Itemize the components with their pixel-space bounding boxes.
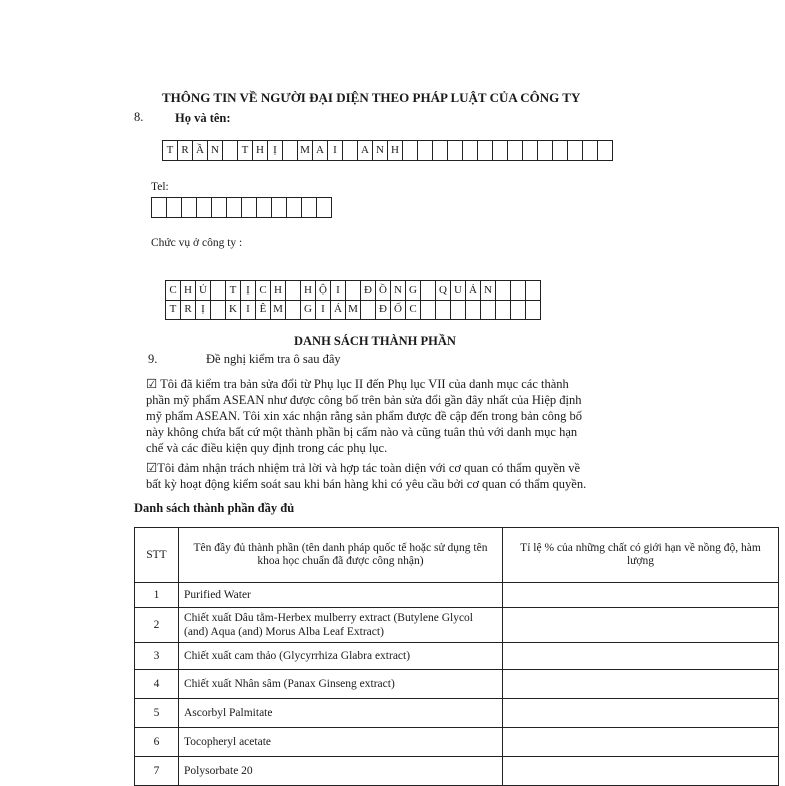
letter-box[interactable]: M — [346, 300, 361, 320]
row-pct[interactable] — [503, 583, 779, 608]
letter-box[interactable] — [317, 198, 332, 218]
letter-box[interactable] — [421, 281, 436, 301]
header-name: Tên đầy đủ thành phần (tên danh pháp quốc tế hoặc sử dụng tên khoa học chuẩn đã được công nhận) — [179, 528, 503, 583]
section-9-instruction: Đề nghị kiểm tra ô sau đây — [206, 352, 341, 366]
row-name: Purified Water — [179, 583, 503, 608]
letter-box[interactable] — [211, 281, 226, 301]
letter-box[interactable] — [212, 198, 227, 218]
letter-box[interactable] — [211, 300, 226, 320]
letter-box[interactable] — [272, 198, 287, 218]
letter-box[interactable]: A — [358, 141, 373, 161]
row-pct[interactable] — [503, 757, 779, 786]
letter-box[interactable] — [403, 141, 418, 161]
letter-box[interactable]: G — [301, 300, 316, 320]
letter-box[interactable] — [152, 198, 167, 218]
letter-box[interactable] — [287, 198, 302, 218]
row-name: Chiết xuất cam thảo (Glycyrrhiza Glabra extract) — [179, 643, 503, 670]
row-name: Chiết xuất Nhân sâm (Panax Ginseng extract) — [179, 670, 503, 699]
letter-box[interactable] — [283, 141, 298, 161]
letter-box[interactable]: R — [178, 141, 193, 161]
letter-box[interactable]: H — [181, 281, 196, 301]
letter-box[interactable] — [433, 141, 448, 161]
letter-box[interactable]: Ả — [466, 281, 481, 301]
section-9-number: 9. — [148, 352, 158, 366]
letter-box[interactable] — [493, 141, 508, 161]
letter-box[interactable]: Ố — [391, 300, 406, 320]
section-8-header: THÔNG TIN VỀ NGƯỜI ĐẠI DIỆN THEO PHÁP LUẬT CỦA CÔNG TY — [162, 90, 581, 105]
letter-box[interactable] — [418, 141, 433, 161]
paragraph-2-line: bất kỳ hoạt động kiểm soát sau khi bán hàng khi có yêu cầu bởi cơ quan có thẩm quyền. — [146, 477, 587, 491]
row-pct[interactable] — [503, 670, 779, 699]
tel-label: Tel: — [151, 181, 169, 193]
row-pct[interactable] — [503, 643, 779, 670]
letter-box[interactable] — [583, 141, 598, 161]
letter-box[interactable]: T — [166, 300, 181, 320]
letter-box[interactable]: T — [238, 141, 253, 161]
table-header-row — [135, 528, 779, 583]
letter-box[interactable]: M — [298, 141, 313, 161]
letter-box[interactable] — [496, 300, 511, 320]
position-boxes-row-1[interactable] — [165, 280, 541, 301]
section-8-number: 8. — [134, 110, 144, 124]
full-list-title: Danh sách thành phần đầy đủ — [134, 501, 295, 515]
letter-box[interactable] — [197, 198, 212, 218]
checkbox-paragraph-2[interactable] — [146, 460, 586, 492]
row-stt: 4 — [135, 670, 179, 699]
letter-box[interactable]: C — [406, 300, 421, 320]
letter-box[interactable] — [436, 300, 451, 320]
letter-box[interactable]: Ộ — [316, 281, 331, 301]
section-9-title: DANH SÁCH THÀNH PHẦN — [294, 334, 456, 348]
letter-box[interactable]: R — [181, 300, 196, 320]
name-label: Họ và tên: — [175, 111, 231, 125]
letter-box[interactable] — [286, 281, 301, 301]
letter-box[interactable]: Á — [331, 300, 346, 320]
table-row — [135, 757, 779, 786]
name-boxes[interactable] — [162, 140, 613, 161]
position-label: Chức vụ ở công ty : — [151, 237, 243, 249]
letter-box[interactable]: Ị — [268, 141, 283, 161]
letter-box[interactable] — [481, 300, 496, 320]
letter-box[interactable] — [598, 141, 613, 161]
letter-box[interactable]: Ồ — [376, 281, 391, 301]
letter-box[interactable] — [496, 281, 511, 301]
row-name: Polysorbate 20 — [179, 757, 503, 786]
paragraph-1-line: ☑ Tôi đã kiểm tra bản sửa đổi từ Phụ lục II đến Phụ lục VII của danh mục các thành — [146, 377, 569, 391]
letter-box[interactable]: I — [328, 141, 343, 161]
letter-box[interactable] — [257, 198, 272, 218]
paragraph-2-line: ☑Tôi đảm nhận trách nhiệm trả lời và hợp tác toàn diện với cơ quan có thẩm quyền về — [146, 461, 581, 475]
letter-box[interactable]: Ầ — [193, 141, 208, 161]
letter-box[interactable]: Đ — [376, 300, 391, 320]
letter-box[interactable]: I — [316, 300, 331, 320]
letter-box[interactable]: T — [226, 281, 241, 301]
letter-box[interactable] — [421, 300, 436, 320]
ingredients-table — [134, 527, 779, 786]
letter-box[interactable]: H — [301, 281, 316, 301]
letter-box[interactable]: Q — [436, 281, 451, 301]
letter-box[interactable]: Đ — [361, 281, 376, 301]
letter-box[interactable] — [223, 141, 238, 161]
letter-box[interactable]: A — [313, 141, 328, 161]
letter-box[interactable] — [508, 141, 523, 161]
table-row — [135, 583, 779, 608]
paragraph-1-line: mỹ phẩm ASEAN. Tôi xin xác nhận rằng sản phẩm được đề cập đến trong bản công bố — [146, 409, 582, 423]
letter-box[interactable]: I — [331, 281, 346, 301]
letter-box[interactable]: M — [271, 300, 286, 320]
row-name: Ascorbyl Palmitate — [179, 699, 503, 728]
table-row — [135, 643, 779, 670]
letter-box[interactable]: N — [208, 141, 223, 161]
letter-box[interactable] — [511, 300, 526, 320]
letter-box[interactable] — [182, 198, 197, 218]
header-pct: Tỉ lệ % của những chất có giới hạn về nồng độ, hàm lượng — [503, 528, 779, 583]
letter-box[interactable] — [568, 141, 583, 161]
row-stt: 5 — [135, 699, 179, 728]
letter-box[interactable] — [286, 300, 301, 320]
letter-box[interactable]: Ị — [241, 281, 256, 301]
row-pct[interactable] — [503, 608, 779, 643]
row-stt: 6 — [135, 728, 179, 757]
letter-box[interactable] — [526, 300, 541, 320]
letter-box[interactable]: T — [163, 141, 178, 161]
letter-box[interactable] — [523, 141, 538, 161]
letter-box[interactable] — [343, 141, 358, 161]
letter-box[interactable]: H — [253, 141, 268, 161]
position-boxes-row-2[interactable] — [165, 300, 541, 320]
letter-box[interactable] — [466, 300, 481, 320]
table-row — [135, 608, 779, 643]
paragraph-1-line: chế và các điều kiện quy định trong các phụ lục. — [146, 441, 388, 455]
letter-box[interactable]: I — [241, 300, 256, 320]
row-stt: 1 — [135, 583, 179, 608]
row-stt: 7 — [135, 757, 179, 786]
letter-box[interactable] — [526, 281, 541, 301]
letter-box[interactable] — [511, 281, 526, 301]
letter-box[interactable] — [478, 141, 493, 161]
letter-box[interactable] — [553, 141, 568, 161]
letter-box[interactable] — [167, 198, 182, 218]
row-name: Chiết xuất Dâu tằm-Herbex mulberry extract (Butylene Glycol (and) Aqua (and) Morus Alba Leaf Extract) — [179, 608, 503, 643]
letter-box[interactable] — [538, 141, 553, 161]
letter-box[interactable] — [242, 198, 257, 218]
letter-box[interactable]: K — [226, 300, 241, 320]
row-stt: 3 — [135, 643, 179, 670]
row-pct[interactable] — [503, 699, 779, 728]
letter-box[interactable]: U — [451, 281, 466, 301]
letter-box[interactable]: G — [406, 281, 421, 301]
letter-box[interactable] — [346, 281, 361, 301]
row-name: Tocopheryl acetate — [179, 728, 503, 757]
letter-box[interactable] — [448, 141, 463, 161]
letter-box[interactable] — [451, 300, 466, 320]
letter-box[interactable]: H — [271, 281, 286, 301]
letter-box[interactable]: C — [166, 281, 181, 301]
letter-box[interactable]: C — [256, 281, 271, 301]
letter-box[interactable]: Ê — [256, 300, 271, 320]
table-row — [135, 728, 779, 757]
paragraph-1-line: phần mỹ phẩm ASEAN như được công bố trên bản sửa đổi gần đây nhất của Hiệp định — [146, 393, 582, 407]
letter-box[interactable] — [361, 300, 376, 320]
letter-box[interactable] — [302, 198, 317, 218]
letter-box[interactable] — [463, 141, 478, 161]
letter-box[interactable]: N — [481, 281, 496, 301]
letter-box[interactable]: Ị — [196, 300, 211, 320]
tel-boxes[interactable] — [151, 197, 332, 218]
letter-box[interactable]: N — [391, 281, 406, 301]
row-pct[interactable] — [503, 728, 779, 757]
paragraph-1-line: này không chứa bất cứ một thành phần bị cấm nào và cũng tuân thủ với danh mục hạn — [146, 425, 578, 439]
table-row — [135, 699, 779, 728]
letter-box[interactable]: N — [373, 141, 388, 161]
letter-box[interactable] — [227, 198, 242, 218]
checkbox-paragraph-1[interactable] — [146, 376, 582, 456]
row-stt: 2 — [135, 608, 179, 643]
table-row — [135, 670, 779, 699]
letter-box[interactable]: H — [388, 141, 403, 161]
header-stt: STT — [135, 528, 179, 583]
letter-box[interactable]: Ủ — [196, 281, 211, 301]
